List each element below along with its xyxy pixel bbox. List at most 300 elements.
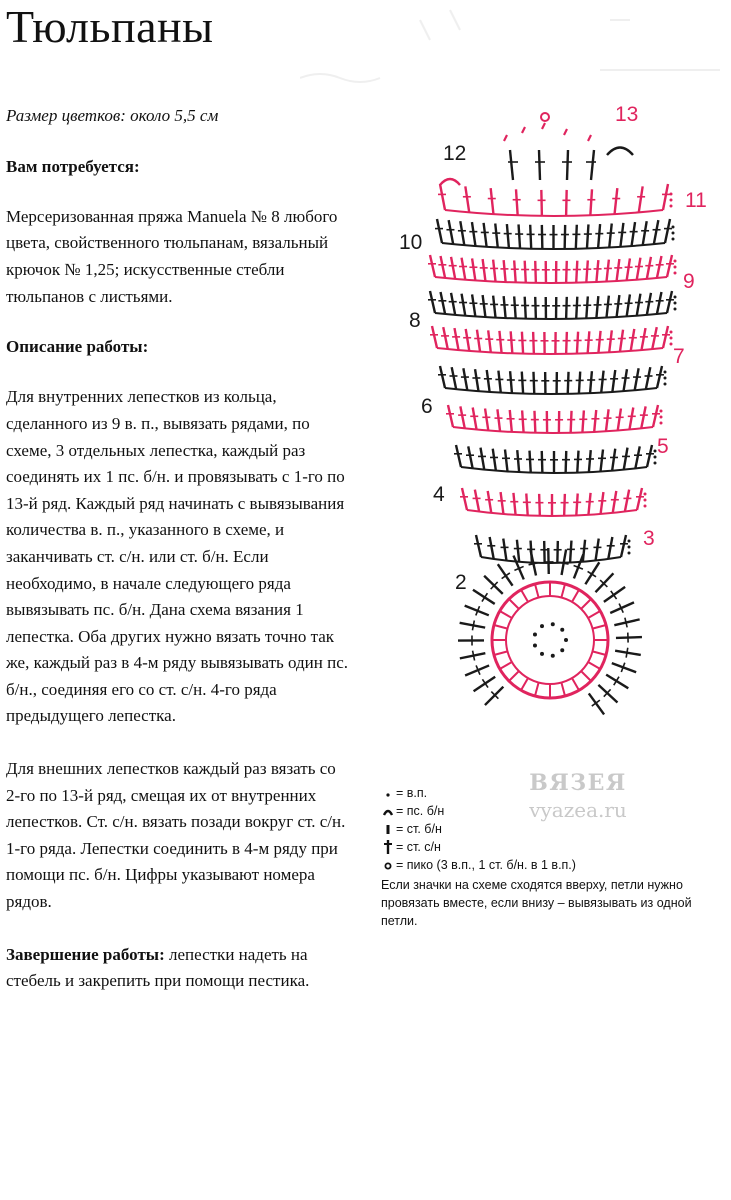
chain-dot: [660, 416, 663, 419]
chain-dot: [664, 383, 667, 386]
stitch-mark: [582, 410, 583, 432]
materials-text: Мерсеризованная пряжа Manuela № 8 любого цвета, свойственного тюльпанам, вязальный крючок № 1,25; искусственные стебли тюльпанов с листьями.: [6, 206, 338, 306]
stitch-mark: [526, 494, 527, 516]
stitch-mark: [635, 446, 639, 468]
chain-dot: [672, 232, 675, 235]
stitch-mark: [608, 537, 612, 559]
ring-stitch: [535, 584, 539, 598]
chain-dot: [551, 654, 555, 658]
chain-dot: [628, 546, 631, 549]
stitch-mark: [501, 492, 504, 514]
stitch-mark: [612, 449, 615, 471]
ring-stitch: [500, 611, 512, 618]
stitch-mark: [481, 448, 485, 470]
row-label: 12: [443, 142, 467, 165]
stitch-mark: [566, 190, 567, 216]
stitch-mark: [484, 223, 487, 247]
stitch-mark: [485, 687, 503, 705]
stitch-mark: [564, 494, 565, 516]
stitch-mark: [565, 225, 566, 249]
stitch-mark: [440, 184, 445, 210]
chain-dot: [560, 648, 564, 652]
stitch-mark: [535, 261, 536, 283]
stitch-mark: [441, 256, 446, 278]
stitch-mark: [590, 189, 592, 215]
picot-stroke: [588, 135, 591, 141]
ring-stitch: [593, 651, 607, 655]
stitch-mark: [451, 257, 455, 279]
stitch-mark: [497, 409, 500, 431]
chain-dot: [672, 226, 675, 229]
stitch-mark: [510, 410, 512, 432]
legend-label: = ст. б/н: [396, 822, 442, 836]
cross-icon: [381, 839, 395, 855]
stitch-mark: [654, 220, 659, 244]
stitch-mark: [588, 493, 590, 515]
stitch-mark: [643, 221, 647, 245]
stitch-mark: [571, 411, 572, 433]
stitch-mark: [522, 332, 523, 354]
picot-stroke: [542, 123, 545, 129]
chain-dot: [644, 499, 647, 502]
row-baseline: [437, 348, 663, 354]
materials-heading: Вам потребуется:: [6, 156, 140, 176]
stitch-mark: [539, 150, 540, 180]
stitch-mark: [576, 261, 577, 283]
chain-dot: [674, 266, 677, 269]
chain-dot: [564, 638, 568, 642]
stitch-mark: [598, 224, 600, 248]
stitch-mark: [601, 492, 604, 514]
arc-icon: [381, 806, 395, 816]
stitch-mark: [617, 259, 620, 281]
stitch-mark: [637, 258, 641, 280]
stitch-mark: [443, 327, 448, 349]
stitch-mark: [596, 539, 599, 561]
stitch-mark: [663, 326, 668, 348]
stitch-mark: [484, 576, 503, 594]
stitch-mark: [639, 186, 643, 212]
stitch-mark: [514, 260, 516, 282]
stitch-mark: [519, 224, 521, 248]
row-baseline: [435, 313, 667, 319]
stitch-mark: [460, 221, 464, 245]
stitch-mark: [621, 535, 626, 557]
stitch-mark: [517, 450, 519, 472]
stitch-mark: [587, 224, 589, 248]
stitch-mark: [566, 297, 567, 319]
stitch-mark: [631, 329, 635, 351]
stitch-mark: [577, 451, 578, 473]
stitch-mark: [513, 493, 515, 515]
chain-dot: [674, 260, 677, 263]
crochet-petal-diagram: [395, 105, 725, 745]
ring-stitch: [593, 625, 607, 629]
stitch-mark: [472, 258, 475, 280]
row-label: 3: [643, 527, 655, 550]
stitch-mark: [646, 367, 650, 389]
stitch-mark: [647, 445, 652, 467]
stitch-mark: [618, 408, 621, 430]
stitch-mark: [522, 372, 523, 394]
stitch-mark: [468, 446, 472, 468]
stitch-mark: [476, 535, 481, 557]
stitch-mark: [462, 488, 467, 510]
stitch-mark: [586, 296, 588, 318]
stitch-mark: [577, 332, 578, 354]
picot-stroke: [522, 127, 525, 133]
stitch-mark: [590, 371, 592, 393]
row-label: 4: [433, 483, 445, 506]
stitch-mark: [541, 190, 542, 216]
stitch-row: [428, 291, 677, 319]
stitch-mark: [637, 294, 641, 316]
chain-dot: [664, 377, 667, 380]
stitch-mark: [510, 150, 513, 180]
stitch-row: [474, 535, 631, 563]
stitch-mark: [647, 293, 651, 315]
chain-dot: [664, 371, 667, 374]
stitch-mark: [585, 562, 599, 584]
stitch-mark: [589, 693, 604, 714]
stitch-mark: [667, 291, 672, 313]
stitch-mark: [657, 256, 662, 278]
row-label: 10: [399, 231, 423, 254]
stitch-mark: [596, 296, 598, 318]
stitch-mark: [624, 369, 627, 391]
stitch-mark: [491, 188, 494, 214]
stitch-mark: [451, 293, 455, 315]
chain-dot: [674, 272, 677, 275]
chain-dot: [660, 422, 663, 425]
ring-stitch: [581, 671, 591, 681]
stitch-mark: [657, 292, 662, 314]
stitch-row: [454, 445, 657, 473]
chain-dot: [540, 652, 544, 656]
legend-item-picot: [381, 856, 726, 874]
stitch-mark: [627, 294, 630, 316]
stitch-mark: [616, 637, 642, 638]
legend-label: = в.п.: [396, 786, 428, 800]
ring-stitch: [521, 678, 528, 690]
stitch-mark: [430, 255, 435, 277]
stitch-mark: [517, 540, 519, 562]
stitch-mark: [632, 222, 636, 246]
stitch-mark: [462, 258, 466, 280]
ring-stitch: [588, 611, 600, 618]
stitch-mark: [624, 448, 628, 470]
chain-dot: [674, 296, 677, 299]
stitch-mark: [604, 587, 625, 602]
stitch-crossbar: [473, 651, 475, 661]
stitch-mark: [522, 410, 523, 432]
faded-background-marks: [300, 0, 731, 110]
slip-stitch-arc: [607, 148, 633, 156]
stitch-mark: [493, 260, 495, 282]
ring-icon: [381, 860, 395, 870]
ring-inner: [506, 596, 594, 684]
picot-stroke: [504, 135, 507, 141]
stitch-mark: [454, 328, 458, 350]
finish-text: лепестки надеть на стебель и закрепить при помощи пестика.: [6, 944, 310, 991]
stitch-mark: [511, 331, 513, 353]
stitch-mark: [663, 184, 668, 210]
dot-icon: [381, 788, 395, 798]
stitch-mark: [483, 295, 486, 317]
stitch-mark: [627, 258, 630, 280]
stitch-mark: [437, 219, 442, 243]
watermark-title: ВЯЗЕЯ: [529, 770, 627, 796]
stitch-mark: [474, 677, 496, 691]
stitch-mark: [667, 255, 672, 277]
stitch-mark: [588, 331, 590, 353]
row-baseline: [445, 388, 657, 394]
stitch-mark: [452, 367, 456, 389]
chain-dot: [644, 493, 647, 496]
legend-label: = пико (3 в.п., 1 ст. б/н. в 1 в.п.): [396, 858, 576, 872]
ring-stitch: [535, 683, 539, 697]
stitch-mark: [606, 260, 608, 282]
description-heading: Описание работы:: [6, 337, 149, 357]
stitch-mark: [606, 296, 608, 318]
stitch-mark: [505, 450, 508, 472]
stitch-mark: [589, 450, 591, 472]
stitch-mark: [485, 408, 488, 430]
stitch-mark: [472, 222, 476, 246]
chain-dot: [674, 308, 677, 311]
legend-label: = пс. б/н: [396, 804, 445, 818]
stitch-row: [460, 488, 647, 516]
ring-stitch: [509, 599, 519, 609]
chain-dot: [540, 624, 544, 628]
stitch-mark: [641, 328, 645, 350]
stitch-mark: [490, 537, 494, 559]
stitch-mark: [504, 296, 506, 318]
ring-stitch: [494, 651, 508, 655]
stitch-mark: [456, 445, 461, 467]
stitch-mark: [606, 409, 609, 431]
stitch-mark: [665, 219, 670, 243]
picot-stroke: [564, 129, 567, 135]
stitch-mark: [473, 407, 477, 429]
row-baseline: [445, 210, 663, 216]
stitch-mark: [613, 491, 617, 513]
stitch-mark: [460, 406, 464, 428]
stitch-mark: [657, 366, 662, 388]
stitch-mark: [601, 371, 603, 393]
row-label: 13: [615, 105, 639, 126]
legend-label: = ст. с/н: [396, 840, 441, 854]
outer-petals-text: Для внешних лепестков каждый раз вязать со 2-го по 13-й ряд, смещая их от внутренних лепестков. Ст. с/н. вязать позади вокруг ст. с/н. 1-го ряда. Лепестки соединить в 4-м ряду при помощи пс. б/н. Цифры указывают номера рядов.: [6, 759, 346, 912]
stitch-row: [435, 219, 675, 249]
ring-stitch: [494, 625, 508, 629]
stitch-mark: [568, 372, 569, 394]
stitch-mark: [539, 494, 540, 516]
stitch-mark: [606, 675, 628, 689]
stitch-mark: [514, 296, 516, 318]
ring-stitch: [572, 590, 579, 602]
ring-stitch: [500, 662, 512, 669]
stitch-mark: [652, 327, 657, 349]
stitch-mark: [609, 330, 612, 352]
chain-dot: [628, 552, 631, 555]
diagram-stitch-rows: [428, 113, 677, 714]
stitch-crossbar: [626, 648, 628, 658]
stitch-mark: [567, 150, 568, 180]
stitch-mark: [566, 261, 567, 283]
stitch-mark: [530, 451, 531, 473]
stitch-mark: [448, 405, 453, 427]
chain-dot: [533, 643, 537, 647]
stitch-mark: [493, 296, 495, 318]
stitch-mark: [510, 371, 512, 393]
stitch-legend: [381, 784, 726, 930]
row-label: 11: [685, 189, 707, 212]
stitch-mark: [535, 297, 536, 319]
stitch-mark: [635, 368, 639, 390]
stitch-mark: [625, 490, 629, 512]
flower-size: Размер цветков: около 5,5 см: [6, 106, 219, 125]
stitch-mark: [583, 540, 585, 562]
stitch-mark: [441, 292, 446, 314]
legend-item-slip-stitch: [381, 802, 726, 820]
instructions-column: [6, 104, 354, 1021]
stitch-mark: [591, 150, 594, 180]
stitch-mark: [586, 260, 588, 282]
stitch-mark: [542, 225, 543, 249]
chain-dot: [628, 540, 631, 543]
stitch-mark: [598, 331, 600, 353]
stitch-row: [438, 366, 667, 394]
stitch-row-top: [440, 113, 633, 185]
stitch-mark: [594, 410, 596, 432]
stitch-mark: [462, 294, 466, 316]
stitch-mark: [475, 369, 478, 391]
stitch-mark: [463, 368, 467, 390]
stitch-mark: [566, 332, 567, 354]
stitch-mark: [533, 332, 534, 354]
legend-note: Если значки на схеме сходятся вверху, петли нужно провязать вместе, если внизу – вывязывать из одной петли.: [381, 878, 692, 928]
stitch-mark: [637, 488, 642, 510]
stitch-mark: [609, 224, 612, 248]
stitch-row: [430, 326, 673, 354]
finish-heading: Завершение работы:: [6, 944, 165, 964]
watermark-url: vyazea.ru: [529, 798, 627, 822]
ring-stitch: [521, 590, 528, 602]
chain-dot: [670, 337, 673, 340]
stitch-mark: [465, 186, 469, 212]
chain-dot: [674, 302, 677, 305]
stitch-mark: [440, 366, 445, 388]
stitch-mark: [576, 297, 577, 319]
stitch-crossbar: [472, 620, 474, 630]
ring-stitch: [581, 599, 591, 609]
chain-dot: [670, 199, 673, 202]
stitch-mark: [499, 331, 501, 353]
stitch-mark: [477, 330, 480, 352]
chain-dot: [551, 622, 555, 626]
stitch-mark: [576, 494, 577, 516]
chain-dot: [670, 205, 673, 208]
legend-item-chain: [381, 784, 726, 802]
stitch-mark: [525, 297, 526, 319]
chain-dot: [672, 238, 675, 241]
legend-item-double-crochet: [381, 838, 726, 856]
stitch-mark: [466, 329, 470, 351]
stitch-mark: [596, 260, 598, 282]
stitch-mark: [488, 330, 491, 352]
stitch-mark: [504, 260, 506, 282]
stitch-mark: [595, 573, 613, 592]
stitch-crossbar: [625, 618, 627, 628]
row-baseline: [453, 427, 653, 433]
chain-dot: [644, 505, 647, 508]
stitch-mark: [620, 223, 623, 247]
stitch-mark: [566, 451, 567, 473]
chain-dot: [660, 410, 663, 413]
bar-icon: [381, 823, 395, 835]
stitch-mark: [472, 294, 475, 316]
row-label: 5: [657, 435, 669, 458]
stitch-mark: [534, 411, 535, 433]
stitch-mark: [449, 220, 454, 244]
row-label: 2: [455, 571, 467, 594]
stitch-mark: [430, 291, 435, 313]
stitch-row: [438, 184, 673, 216]
stitch-mark: [570, 541, 571, 563]
stitch-mark: [495, 224, 498, 248]
stitch-mark: [615, 188, 618, 214]
ring-stitch: [572, 678, 579, 690]
foundation-ring: [492, 582, 608, 698]
legend-item-single-crochet: [381, 820, 726, 838]
stitch-mark: [475, 490, 479, 512]
stitch-mark: [432, 326, 437, 348]
stitch-mark: [530, 225, 531, 249]
stitch-mark: [498, 371, 500, 393]
row-baseline: [435, 277, 667, 283]
stitch-mark: [487, 370, 490, 392]
stitch-mark: [612, 370, 615, 392]
stitch-mark: [525, 261, 526, 283]
stitch-mark: [629, 407, 633, 429]
finish-paragraph: [6, 942, 354, 995]
stitch-mark: [542, 451, 543, 473]
stitch-mark: [598, 685, 617, 703]
row-label: 6: [421, 395, 433, 418]
stitch-mark: [647, 257, 651, 279]
ring-stitch: [509, 671, 519, 681]
stitch-mark: [473, 590, 495, 604]
stitch-mark: [533, 372, 534, 394]
chain-dot: [670, 193, 673, 196]
stitch-mark: [483, 259, 486, 281]
stitch-mark: [579, 372, 580, 394]
inner-petals-text: Для внутренних лепестков из кольца, сделанного из 9 в. п., вывязать рядами, по схеме, 3 отдельных лепестка, каждый раз соединять их 1 пс. б/н. и провязывать с 1-го по 13-й ряд. Каждый ряд начинать с вывязывания количества в. п., указанного в схеме, и заканчивать ст. с/н. или ст. б/н. Если необходимо, в начале следующего ряда вывязывать пс. б/н. Дана схема вязания 1 лепестка. Оба других нужно вязать точно так же, каждый раз в 4-м ряду вывязывать один пс. б/н., соединяя его со ст. с/н. 4-го ряда предыдущего лепестка.: [6, 387, 349, 726]
stitch-mark: [488, 491, 492, 513]
chain-dot: [533, 633, 537, 637]
chain-dot: [654, 462, 657, 465]
stitch-mark: [503, 539, 506, 561]
ring-stitch: [561, 584, 565, 598]
stitch-mark: [498, 564, 513, 585]
stitch-mark: [617, 295, 620, 317]
stitch-mark: [653, 405, 658, 427]
stitch-row: [446, 405, 663, 433]
stitch-mark: [620, 330, 623, 352]
slip-stitch-arc: [440, 179, 460, 185]
picot-ring: [541, 113, 549, 121]
